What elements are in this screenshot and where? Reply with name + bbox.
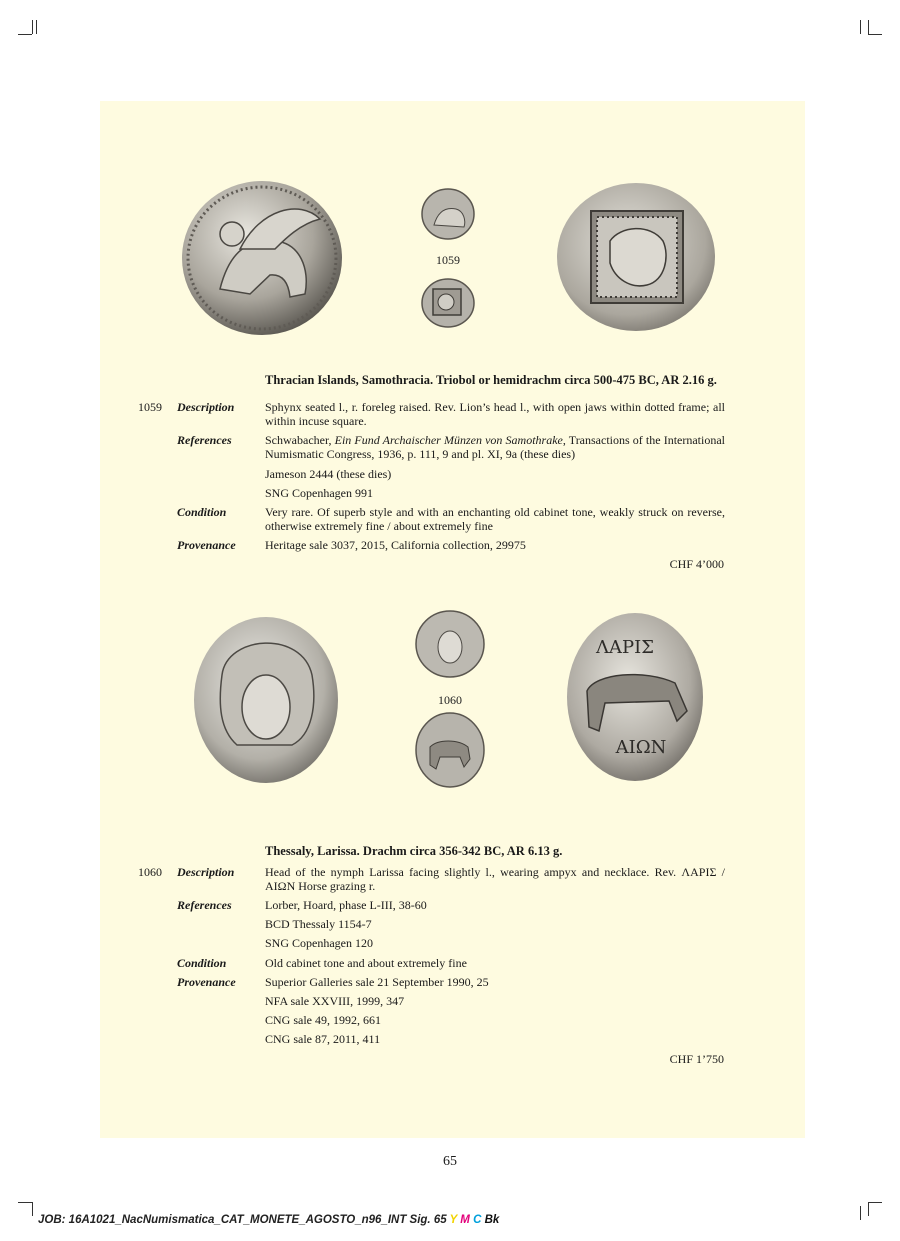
- lot-1060-title: Thessaly, Larissa. Drachm circa 356-342 BC, AR 6.13 g.: [265, 844, 563, 858]
- coin-1060-obverse-small: [414, 609, 486, 679]
- color-k: Bk: [484, 1214, 500, 1226]
- color-y: Y: [449, 1214, 458, 1226]
- color-m: M: [460, 1214, 470, 1226]
- lot-1059-description: Sphynx seated l., r. foreleg raised. Rev. Lion’s head l., with open jaws within dotted frame; all within incuse square.: [265, 400, 725, 428]
- lot-1059-reference-1: Schwabacher, Ein Fund Archaischer Münzen von Samothrake, Transactions of the International Numismatic Congress, 1936, p. 111, 9 and pl. XI, 9a (these dies): [265, 433, 726, 461]
- coin-1060-reverse-small: [414, 711, 486, 789]
- coin-legend-top: ΛΑΡΙΣ: [596, 637, 654, 658]
- page-number: 65: [443, 1154, 457, 1169]
- coin-1060-obverse-large: [192, 615, 340, 785]
- crop-mark-bottom-left: [18, 1202, 40, 1224]
- lot-1059-condition: Very rare. Of superb style and with an enchanting old cabinet tone, weakly struck on reverse, otherwise extremely fine / about extremely fine: [265, 505, 725, 533]
- description-label: Description: [177, 400, 235, 414]
- references-label: References: [177, 898, 232, 912]
- lot-1059-provenance-1: Heritage sale 3037, 2015, California collection, 29975: [265, 538, 526, 552]
- coin-1059-reverse-small: [420, 277, 476, 329]
- provenance-label: Provenance: [177, 975, 236, 989]
- description-label: Description: [177, 865, 235, 879]
- lot-1060-number: 1060: [138, 865, 162, 879]
- provenance-label: Provenance: [177, 538, 236, 552]
- crop-mark-top-left-2: [36, 20, 58, 42]
- coin-1059-reverse-large: [555, 181, 717, 333]
- lot-1059-reference-2: Jameson 2444 (these dies): [265, 467, 392, 481]
- lot-1060-provenance-2: NFA sale XXVIII, 1999, 347: [265, 994, 405, 1008]
- lot-1059-title: Thracian Islands, Samothracia. Triobol or hemidrachm circa 500-475 BC, AR 2.16 g.: [265, 373, 717, 387]
- lot-1060-provenance-4: CNG sale 87, 2011, 411: [265, 1032, 381, 1046]
- color-c: C: [473, 1214, 482, 1226]
- references-label: References: [177, 433, 232, 447]
- coin-1060-lot-number: 1060: [438, 693, 462, 707]
- print-job-slug: [38, 1214, 499, 1226]
- coin-1059-obverse-large: [180, 179, 345, 337]
- lot-1060-reference-1: Lorber, Hoard, phase L-III, 38-60: [265, 898, 427, 912]
- job-text: JOB: 16A1021_NacNumismatica_CAT_MONETE_AGOSTO_n96_INT Sig. 65: [38, 1214, 447, 1226]
- coin-1059-obverse-small: [420, 187, 476, 241]
- coin-1059-lot-number: 1059: [436, 253, 460, 267]
- lot-1060-provenance-3: CNG sale 49, 1992, 661: [265, 1013, 381, 1027]
- lot-1060-reference-3: SNG Copenhagen 120: [265, 936, 373, 950]
- lot-1059-number: 1059: [138, 400, 162, 414]
- condition-label: Condition: [177, 505, 227, 519]
- lot-1060-price: CHF 1’750: [669, 1052, 724, 1066]
- lot-1059-price: CHF 4’000: [669, 557, 724, 571]
- lot-1060-provenance-1: Superior Galleries sale 21 September 1990, 25: [265, 975, 489, 989]
- lot-1060-description: Head of the nymph Larissa facing slightly l., wearing ampyx and necklace. Rev. ΛΑΡΙΣ / ΑΙΩΝ Horse grazing r.: [265, 865, 725, 893]
- coin-1060-reverse-large: [565, 611, 705, 783]
- coin-legend-bottom: ΑΙΩΝ: [615, 737, 667, 758]
- crop-mark-bottom-right: [860, 1202, 882, 1224]
- lot-1060-reference-2: BCD Thessaly 1154-7: [265, 917, 372, 931]
- condition-label: Condition: [177, 956, 227, 970]
- lot-1060-condition: Old cabinet tone and about extremely fine: [265, 956, 467, 970]
- lot-1059-reference-3: SNG Copenhagen 991: [265, 486, 373, 500]
- catalogue-panel: [100, 101, 805, 1138]
- crop-mark-top-right: [860, 20, 882, 42]
